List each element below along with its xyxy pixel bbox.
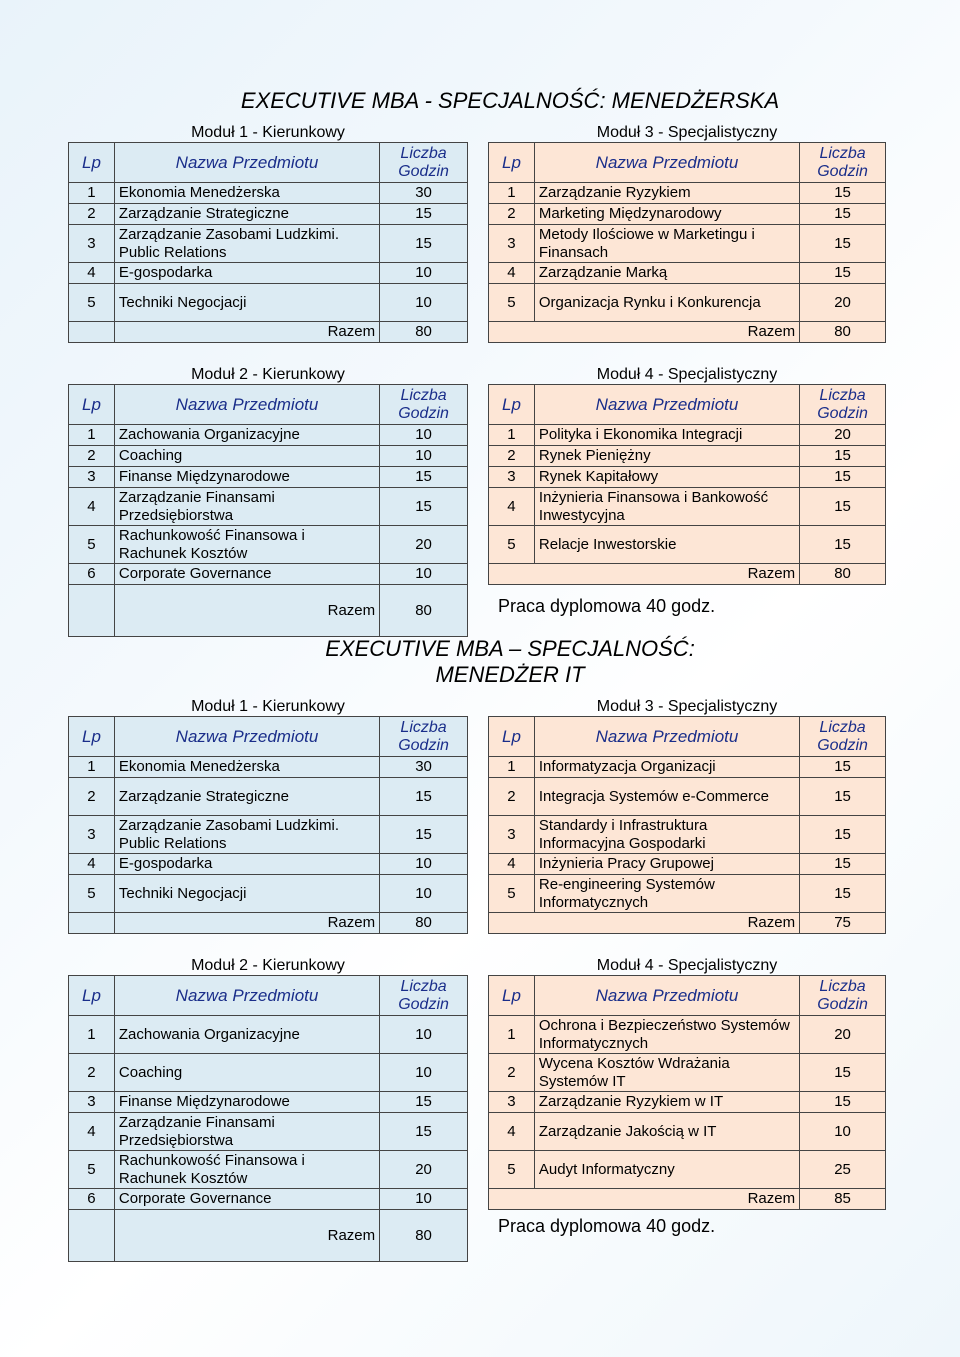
table-row xyxy=(489,204,886,225)
cell-hours: 20 xyxy=(800,1016,886,1054)
cell-subject-name: Zarządzanie Jakością w IT xyxy=(534,1113,799,1151)
cell-hours: 10 xyxy=(380,284,468,322)
s2-module2-table xyxy=(68,975,468,1262)
header-lp: Lp xyxy=(489,976,535,1016)
cell-hours: 20 xyxy=(800,284,886,322)
cell-subject-name: Zarządzanie Strategiczne xyxy=(114,204,379,225)
cell-hours: 10 xyxy=(380,1016,468,1054)
header-lp: Lp xyxy=(489,717,535,757)
cell-lp: 4 xyxy=(489,263,535,284)
header-liczba-godzin: Liczba Godzin xyxy=(380,385,468,425)
table-row xyxy=(489,488,886,526)
table-row xyxy=(69,284,468,322)
table-row xyxy=(489,263,886,284)
header-lp: Lp xyxy=(69,717,115,757)
table-row xyxy=(489,425,886,446)
table-row xyxy=(489,526,886,564)
s2-m1-title: Moduł 1 - Kierunkowy xyxy=(191,698,345,715)
cell-empty xyxy=(69,1210,115,1262)
table-row xyxy=(69,263,468,284)
s2-m4-title: Moduł 4 - Specjalistyczny xyxy=(596,957,778,974)
table-row xyxy=(69,526,468,564)
cell-lp: 3 xyxy=(489,225,535,263)
cell-lp: 4 xyxy=(489,488,535,526)
cell-hours: 80 xyxy=(380,1210,468,1262)
cell-hours: 20 xyxy=(380,1151,468,1189)
s1-m4-title: Moduł 4 - Specjalistyczny xyxy=(596,366,778,383)
cell-subject-name: Zarządzanie Strategiczne xyxy=(114,778,379,816)
cell-razem-label: Razem xyxy=(114,1210,379,1262)
table-row xyxy=(489,816,886,854)
cell-hours: 15 xyxy=(800,1092,886,1113)
header-liczba-godzin: Liczba Godzin xyxy=(800,385,886,425)
cell-subject-name: Organizacja Rynku i Konkurencja xyxy=(534,284,799,322)
cell-subject-name: Wycena Kosztów Wdrażania Systemów IT xyxy=(534,1054,799,1092)
cell-subject-name: Coaching xyxy=(114,446,379,467)
table-row xyxy=(489,875,886,913)
cell-hours: 25 xyxy=(800,1151,886,1189)
cell-hours: 80 xyxy=(380,585,468,637)
table-row xyxy=(489,284,886,322)
cell-razem-label: Razem xyxy=(489,564,800,585)
table-row xyxy=(69,757,468,778)
header-nazwa: Nazwa Przedmiotu xyxy=(534,385,799,425)
cell-hours: 15 xyxy=(800,816,886,854)
cell-hours: 75 xyxy=(800,913,886,934)
cell-hours: 15 xyxy=(800,467,886,488)
cell-hours: 15 xyxy=(800,526,886,564)
cell-hours: 10 xyxy=(380,263,468,284)
cell-hours: 10 xyxy=(380,1054,468,1092)
cell-subject-name: Techniki Negocjacji xyxy=(114,875,379,913)
cell-hours: 15 xyxy=(380,467,468,488)
cell-subject-name: Inżynieria Finansowa i Bankowość Inwestycyjna xyxy=(534,488,799,526)
table-row xyxy=(69,1189,468,1210)
cell-subject-name: Ekonomia Menedżerska xyxy=(114,183,379,204)
cell-lp: 3 xyxy=(489,467,535,488)
cell-lp: 1 xyxy=(489,757,535,778)
cell-subject-name: Zarządzanie Finansami Przedsiębiorstwa xyxy=(114,1113,379,1151)
header-liczba-godzin: Liczba Godzin xyxy=(800,143,886,183)
cell-lp: 4 xyxy=(69,854,115,875)
table-row xyxy=(489,446,886,467)
cell-hours: 15 xyxy=(800,854,886,875)
cell-hours: 10 xyxy=(800,1113,886,1151)
cell-lp: 1 xyxy=(489,183,535,204)
cell-hours: 30 xyxy=(380,757,468,778)
table-row xyxy=(69,204,468,225)
cell-subject-name: Ekonomia Menedżerska xyxy=(114,757,379,778)
cell-lp: 2 xyxy=(69,778,115,816)
cell-subject-name: Zarządzanie Marką xyxy=(534,263,799,284)
header-nazwa: Nazwa Przedmiotu xyxy=(534,143,799,183)
cell-lp: 3 xyxy=(69,225,115,263)
cell-subject-name: Techniki Negocjacji xyxy=(114,284,379,322)
cell-lp: 2 xyxy=(69,204,115,225)
cell-subject-name: Zarządzanie Zasobami Ludzkimi. Public Relations xyxy=(114,225,379,263)
s2-m2-title: Moduł 2 - Kierunkowy xyxy=(191,957,345,974)
table-row xyxy=(69,1016,468,1054)
table-row xyxy=(69,446,468,467)
total-row xyxy=(69,1210,468,1262)
table-row xyxy=(489,1016,886,1054)
cell-lp: 4 xyxy=(69,488,115,526)
cell-lp: 3 xyxy=(489,816,535,854)
total-row xyxy=(69,322,468,343)
cell-lp: 2 xyxy=(489,204,535,225)
cell-subject-name: Rachunkowość Finansowa i Rachunek Kosztów xyxy=(114,1151,379,1189)
cell-lp: 1 xyxy=(69,425,115,446)
s2-module1-table xyxy=(68,716,468,934)
cell-lp: 1 xyxy=(69,183,115,204)
cell-lp: 2 xyxy=(489,778,535,816)
cell-subject-name: Zarządzanie Zasobami Ludzkimi. Public Relations xyxy=(114,816,379,854)
cell-hours: 80 xyxy=(800,322,886,343)
cell-hours: 10 xyxy=(380,1189,468,1210)
header-lp: Lp xyxy=(69,143,115,183)
cell-lp: 4 xyxy=(69,263,115,284)
cell-razem-label: Razem xyxy=(114,322,379,343)
header-liczba-godzin: Liczba Godzin xyxy=(800,717,886,757)
s1-module4-table xyxy=(488,384,886,585)
cell-subject-name: Audyt Informatyczny xyxy=(534,1151,799,1189)
table-row xyxy=(69,183,468,204)
total-row xyxy=(489,913,886,934)
cell-razem-label: Razem xyxy=(114,913,379,934)
cell-hours: 20 xyxy=(800,425,886,446)
cell-hours: 15 xyxy=(800,204,886,225)
cell-lp: 5 xyxy=(69,1151,115,1189)
s1-module1-table xyxy=(68,142,468,343)
cell-lp: 3 xyxy=(69,1092,115,1113)
cell-subject-name: Marketing Międzynarodowy xyxy=(534,204,799,225)
cell-hours: 15 xyxy=(800,446,886,467)
table-row xyxy=(69,875,468,913)
cell-subject-name: Finanse Międzynarodowe xyxy=(114,467,379,488)
cell-hours: 10 xyxy=(380,446,468,467)
table-row xyxy=(69,778,468,816)
s1-m1-title: Moduł 1 - Kierunkowy xyxy=(191,124,345,141)
cell-hours: 30 xyxy=(380,183,468,204)
table-row xyxy=(69,425,468,446)
cell-lp: 1 xyxy=(489,425,535,446)
cell-subject-name: Relacje Inwestorskie xyxy=(534,526,799,564)
cell-razem-label: Razem xyxy=(489,913,800,934)
table-row xyxy=(69,564,468,585)
s1-module3-table xyxy=(488,142,886,343)
cell-lp: 3 xyxy=(69,816,115,854)
cell-lp: 5 xyxy=(489,284,535,322)
cell-lp: 5 xyxy=(489,526,535,564)
cell-subject-name: Inżynieria Pracy Grupowej xyxy=(534,854,799,875)
header-lp: Lp xyxy=(489,143,535,183)
cell-hours: 10 xyxy=(380,564,468,585)
cell-subject-name: E-gospodarka xyxy=(114,263,379,284)
cell-lp: 5 xyxy=(489,875,535,913)
cell-hours: 15 xyxy=(380,225,468,263)
cell-subject-name: Polityka i Ekonomika Integracji xyxy=(534,425,799,446)
cell-hours: 15 xyxy=(380,488,468,526)
section1-title: EXECUTIVE MBA - SPECJALNOŚĆ: MENEDŻERSKA xyxy=(240,88,780,113)
cell-hours: 20 xyxy=(380,526,468,564)
cell-hours: 15 xyxy=(800,778,886,816)
cell-hours: 15 xyxy=(380,1092,468,1113)
cell-lp: 5 xyxy=(69,875,115,913)
s1-praca-dyplomowa: Praca dyplomowa 40 godz. xyxy=(498,596,716,616)
cell-subject-name: Rynek Kapitałowy xyxy=(534,467,799,488)
cell-subject-name: Zarządzanie Ryzykiem xyxy=(534,183,799,204)
s1-m2-title: Moduł 2 - Kierunkowy xyxy=(191,366,345,383)
total-row xyxy=(489,322,886,343)
cell-subject-name: Rynek Pieniężny xyxy=(534,446,799,467)
cell-subject-name: Metody Ilościowe w Marketingu i Finansach xyxy=(534,225,799,263)
table-row xyxy=(489,183,886,204)
cell-subject-name: Rachunkowość Finansowa i Rachunek Kosztów xyxy=(114,526,379,564)
table-row xyxy=(489,1092,886,1113)
table-row xyxy=(489,1054,886,1092)
cell-razem-label: Razem xyxy=(489,1189,800,1210)
cell-lp: 2 xyxy=(69,1054,115,1092)
header-nazwa: Nazwa Przedmiotu xyxy=(114,385,379,425)
header-liczba-godzin: Liczba Godzin xyxy=(380,976,468,1016)
header-liczba-godzin: Liczba Godzin xyxy=(380,143,468,183)
table-row xyxy=(69,1151,468,1189)
cell-subject-name: Coaching xyxy=(114,1054,379,1092)
cell-empty xyxy=(69,322,115,343)
table-row xyxy=(489,467,886,488)
header-liczba-godzin: Liczba Godzin xyxy=(380,717,468,757)
table-row xyxy=(489,778,886,816)
table-row xyxy=(69,225,468,263)
cell-lp: 4 xyxy=(489,1113,535,1151)
s2-module3-table xyxy=(488,716,886,934)
cell-empty xyxy=(69,913,115,934)
cell-hours: 15 xyxy=(800,263,886,284)
s2-m3-title: Moduł 3 - Specjalistyczny xyxy=(596,698,778,715)
cell-subject-name: Finanse Międzynarodowe xyxy=(114,1092,379,1113)
table-row xyxy=(489,225,886,263)
table-row xyxy=(489,757,886,778)
cell-lp: 4 xyxy=(69,1113,115,1151)
s1-module2-table xyxy=(68,384,468,637)
header-nazwa: Nazwa Przedmiotu xyxy=(534,976,799,1016)
cell-hours: 15 xyxy=(800,1054,886,1092)
section2-title: EXECUTIVE MBA – SPECJALNOŚĆ: MENEDŻER IT xyxy=(325,636,695,687)
cell-hours: 15 xyxy=(380,204,468,225)
cell-razem-label: Razem xyxy=(114,585,379,637)
cell-subject-name: Zarządzanie Ryzykiem w IT xyxy=(534,1092,799,1113)
cell-subject-name: Corporate Governance xyxy=(114,564,379,585)
table-row xyxy=(69,467,468,488)
cell-lp: 3 xyxy=(489,1092,535,1113)
header-lp: Lp xyxy=(69,385,115,425)
cell-lp: 5 xyxy=(69,526,115,564)
table-row xyxy=(69,488,468,526)
table-row xyxy=(69,1054,468,1092)
cell-hours: 15 xyxy=(800,183,886,204)
cell-hours: 15 xyxy=(800,225,886,263)
cell-subject-name: Zarządzanie Finansami Przedsiębiorstwa xyxy=(114,488,379,526)
cell-lp: 2 xyxy=(69,446,115,467)
cell-subject-name: E-gospodarka xyxy=(114,854,379,875)
cell-subject-name: Integracja Systemów e-Commerce xyxy=(534,778,799,816)
cell-lp: 2 xyxy=(489,1054,535,1092)
s1-m3-title: Moduł 3 - Specjalistyczny xyxy=(596,124,778,141)
cell-empty xyxy=(69,585,115,637)
cell-lp: 5 xyxy=(69,284,115,322)
cell-lp: 5 xyxy=(489,1151,535,1189)
table-row xyxy=(69,1113,468,1151)
table-row xyxy=(489,1151,886,1189)
s2-praca-dyplomowa: Praca dyplomowa 40 godz. xyxy=(498,1216,716,1236)
header-lp: Lp xyxy=(69,976,115,1016)
cell-hours: 15 xyxy=(800,875,886,913)
total-row xyxy=(69,913,468,934)
cell-subject-name: Re-engineering Systemów Informatycznych xyxy=(534,875,799,913)
cell-hours: 80 xyxy=(800,564,886,585)
cell-lp: 1 xyxy=(69,1016,115,1054)
cell-hours: 10 xyxy=(380,875,468,913)
cell-hours: 85 xyxy=(800,1189,886,1210)
header-nazwa: Nazwa Przedmiotu xyxy=(114,143,379,183)
cell-lp: 6 xyxy=(69,1189,115,1210)
cell-lp: 3 xyxy=(69,467,115,488)
table-row xyxy=(69,854,468,875)
total-row xyxy=(489,564,886,585)
table-row xyxy=(489,1113,886,1151)
cell-lp: 6 xyxy=(69,564,115,585)
cell-razem-label: Razem xyxy=(489,322,800,343)
header-nazwa: Nazwa Przedmiotu xyxy=(534,717,799,757)
cell-subject-name: Standardy i Infrastruktura Informacyjna Gospodarki xyxy=(534,816,799,854)
total-row xyxy=(489,1189,886,1210)
total-row xyxy=(69,585,468,637)
cell-lp: 1 xyxy=(69,757,115,778)
table-row xyxy=(69,816,468,854)
header-liczba-godzin: Liczba Godzin xyxy=(800,976,886,1016)
header-lp: Lp xyxy=(489,385,535,425)
cell-subject-name: Informatyzacja Organizacji xyxy=(534,757,799,778)
cell-subject-name: Zachowania Organizacyjne xyxy=(114,1016,379,1054)
cell-lp: 2 xyxy=(489,446,535,467)
cell-lp: 1 xyxy=(489,1016,535,1054)
cell-subject-name: Ochrona i Bezpieczeństwo Systemów Informatycznych xyxy=(534,1016,799,1054)
cell-hours: 80 xyxy=(380,322,468,343)
cell-hours: 80 xyxy=(380,913,468,934)
cell-hours: 10 xyxy=(380,425,468,446)
header-nazwa: Nazwa Przedmiotu xyxy=(114,976,379,1016)
cell-hours: 15 xyxy=(380,778,468,816)
cell-hours: 15 xyxy=(380,1113,468,1151)
table-row xyxy=(69,1092,468,1113)
cell-hours: 15 xyxy=(800,488,886,526)
cell-hours: 10 xyxy=(380,854,468,875)
cell-hours: 15 xyxy=(800,757,886,778)
cell-hours: 15 xyxy=(380,816,468,854)
s2-module4-table xyxy=(488,975,886,1210)
cell-subject-name: Zachowania Organizacyjne xyxy=(114,425,379,446)
cell-subject-name: Corporate Governance xyxy=(114,1189,379,1210)
cell-lp: 4 xyxy=(489,854,535,875)
table-row xyxy=(489,854,886,875)
header-nazwa: Nazwa Przedmiotu xyxy=(114,717,379,757)
